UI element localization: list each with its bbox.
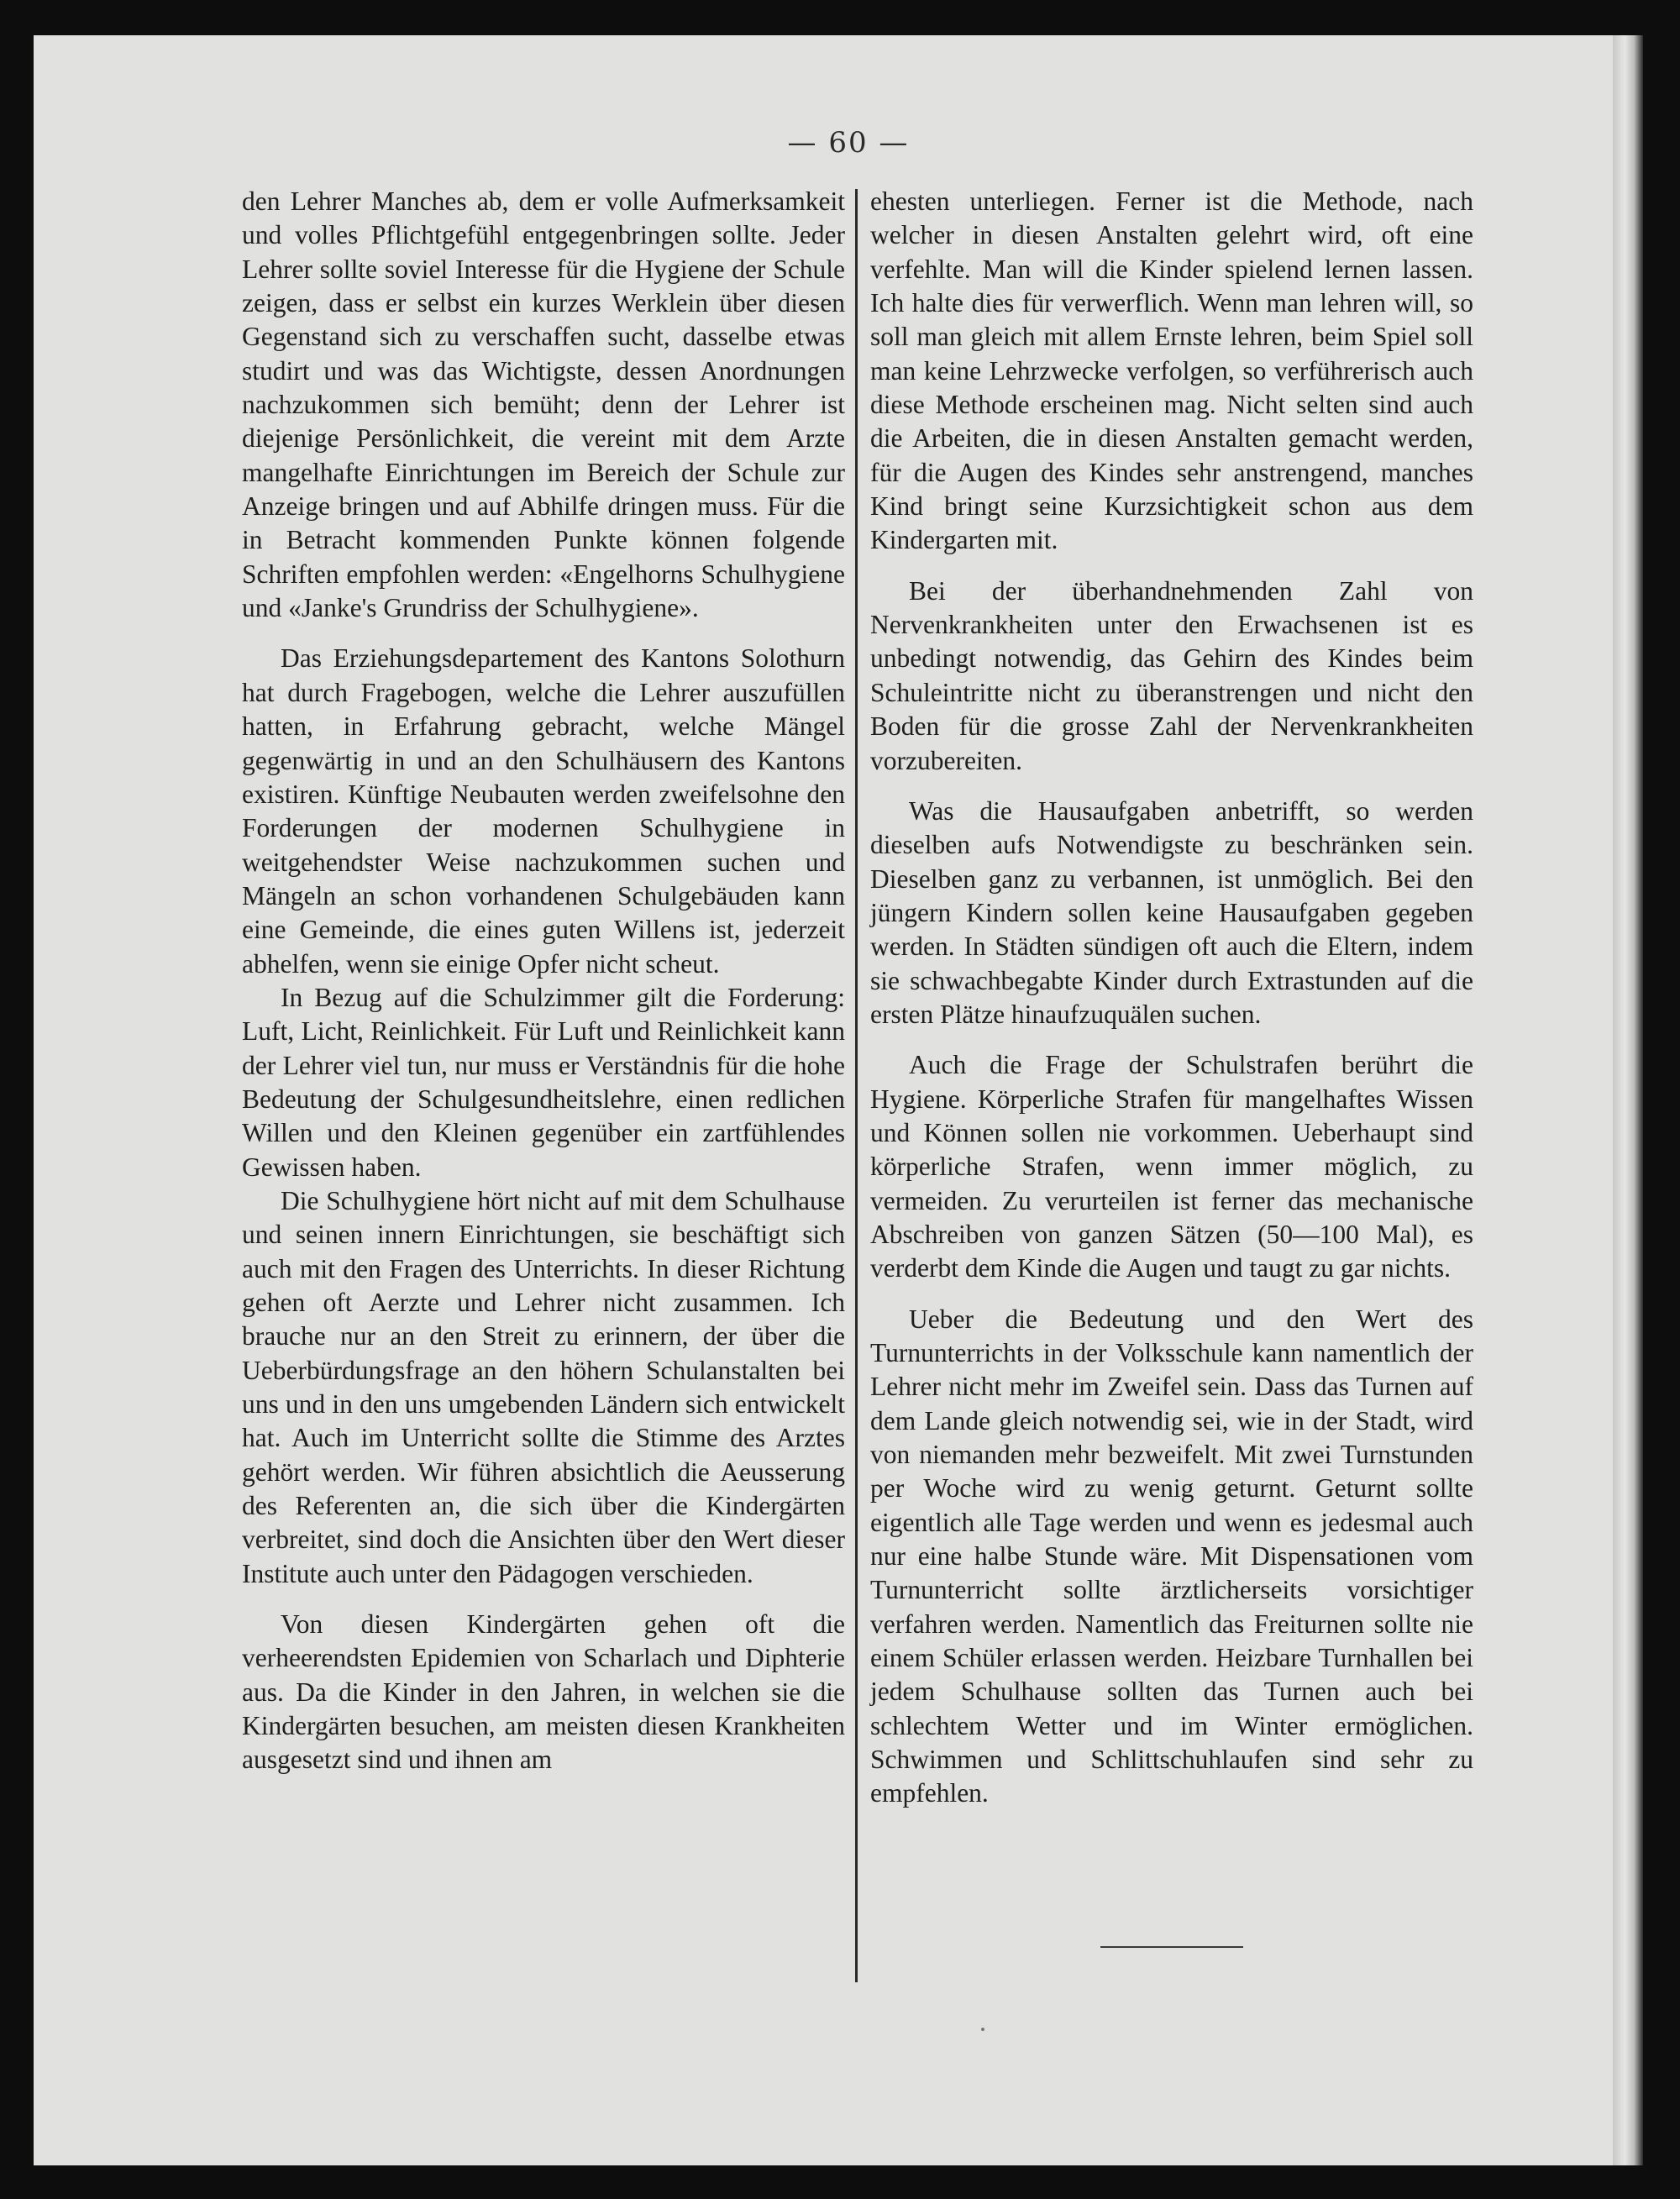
paragraph: Bei der überhandnehmenden Zahl von Nervenkrankheiten unter den Erwachsenen ist es unbedingt notwendig, das Gehirn des Kindes beim Schuleintritte nicht zu überanstrengen und nicht den Boden für die grosse Zahl der Nervenkrankheiten vorzubereiten.: [870, 575, 1473, 775]
page-number: — 60 —: [787, 126, 910, 160]
paragraph: ehesten unterliegen. Ferner ist die Methode, nach welcher in diesen Anstalten gelehrt wird, oft eine verfehlte. Man will die Kinder spielend lernen lassen. Ich halte dies für verwerflich. Wenn man lehren will, so soll man gleich mit allem Ernste lehren, beim Spiel soll man keine Lehrzwecke verfolgen, so verführerisch auch diese Methode erscheinen mag. Nicht selten sind auch die Arbeiten, die in diesen Anstalten gemacht werden, für die Augen des Kindes sehr anstrengend, manches Kind bringt seine Kurzsichtigkeit schon aus dem Kindergarten mit.: [870, 186, 1473, 555]
paragraph: Von diesen Kindergärten gehen oft die verheerendsten Epidemien von Scharlach und Diphterie aus. Da die Kinder in den Jahren, in welchen sie die Kindergärten besuchen, am meisten diesen Krankheiten ausgesetzt sind und ihnen am: [242, 1609, 845, 1775]
end-rule: [1100, 1946, 1243, 1948]
right-column: [870, 185, 1473, 1811]
paragraph: Was die Hausaufgaben anbetrifft, so werden dieselben aufs Notwendigste zu beschränken sein. Dieselben ganz zu verbannen, ist unmöglich. Bei den jüngern Kindern sollen keine Hausaufgaben gegeben werden. In Städten sündigen oft auch die Eltern, indem sie schwachbegabte Kinder durch Extrastunden auf die ersten Plätze hinaufzuquälen suchen.: [870, 795, 1473, 1029]
paragraph: Auch die Frage der Schulstrafen berührt die Hygiene. Körperliche Strafen für mangelhaftes Wissen und Können sollen nie vorkommen. Ueberhaupt sind körperliche Strafen, wenn immer möglich, zu vermeiden. Zu verurteilen ist ferner das mechanische Abschreiben von ganzen Sätzen (50—100 Mal), es verderbt dem Kinde die Augen und taugt zu gar nichts.: [870, 1050, 1473, 1283]
paragraph: Die Schulhygiene hört nicht auf mit dem Schulhause und seinen innern Einrichtungen, sie beschäftigt sich auch mit den Fragen des Unterrichts. In dieser Richtung gehen oft Aerzte und Lehrer nicht zusammen. Ich brauche nur an den Streit zu erinnern, der über die Ueberbürdungsfrage an den höhern Schulanstalten bei uns und in den uns umgebenden Ländern sich entwickelt hat. Auch im Unterricht sollte die Stimme des Arztes gehört werden. Wir führen absichtlich die Aeusserung des Referenten an, die sich über die Kindergärten verbreitet, sind doch die Ansichten über den Wert dieser Institute auch unter den Pädagogen verschieden.: [242, 1185, 845, 1588]
paragraph: In Bezug auf die Schulzimmer gilt die Forderung: Luft, Licht, Reinlichkeit. Für Luft und Reinlichkeit kann der Lehrer viel tun, nur muss er Verständnis für die hohe Bedeutung der Schulgesundheitslehre, einen redlichen Willen und den Kleinen gegenüber ein zartfühlendes Gewissen haben.: [242, 982, 845, 1182]
paper-speck: [981, 2028, 984, 2031]
left-column: [242, 185, 845, 1777]
next-page-edge: [1613, 35, 1643, 2165]
paragraph: den Lehrer Manches ab, dem er volle Aufmerksamkeit und volles Pflichtgefühl entgegenbringen sollte. Jeder Lehrer sollte soviel Interesse für die Hygiene der Schule zeigen, dass er selbst ein kurzes Werklein über diesen Gegenstand sich zu verschaffen sucht, dasselbe etwas studirt und was das Wichtigste, dessen Anordnungen nachzukommen sich bemüht; denn der Lehrer ist diejenige Persönlichkeit, die vereint mit dem Arzte mangelhafte Einrichtungen im Bereich der Schule zur Anzeige bringen und auf Abhilfe dringen muss. Für die in Betracht kommenden Punkte können folgende Schriften empfohlen werden: «Engelhorns Schulhygiene und «Janke's Grundriss der Schulhygiene».: [242, 186, 845, 623]
column-divider: [855, 189, 858, 1982]
paragraph: Ueber die Bedeutung und den Wert des Turnunterrichts in der Volksschule kann namentlich der Lehrer nicht mehr im Zweifel sein. Dass das Turnen auf dem Lande gleich notwendig sei, wie in der Stadt, wird von niemanden mehr bezweifelt. Mit zwei Turnstunden per Woche wird zu wenig geturnt. Geturnt sollte eigentlich alle Tage werden und wenn es jedesmal auch nur eine halbe Stunde wäre. Mit Dispensationen vom Turnunterricht sollte ärztlicherseits vorsichtiger verfahren werden. Namentlich das Freiturnen sollte nie einem Schüler erlassen werden. Heizbare Turnhallen bei jedem Schulhause sollten das Turnen auch bei schlechtem Wetter und im Winter ermöglichen. Schwimmen und Schlittschuhlaufen sind sehr zu empfehlen.: [870, 1304, 1473, 1808]
paragraph: Das Erziehungsdepartement des Kantons Solothurn hat durch Fragebogen, welche die Lehrer auszufüllen hatten, in Erfahrung gebracht, welche Mängel gegenwärtig in und an den Schulhäusern des Kantons existiren. Künftige Neubauten werden zweifelsohne den Forderungen der modernen Schulhygiene in weitgehendster Weise nachzukommen suchen und Mängeln an schon vorhandenen Schulgebäuden kann eine Gemeinde, die eines guten Willens ist, jederzeit abhelfen, wenn sie einige Opfer nicht scheut.: [242, 643, 845, 979]
